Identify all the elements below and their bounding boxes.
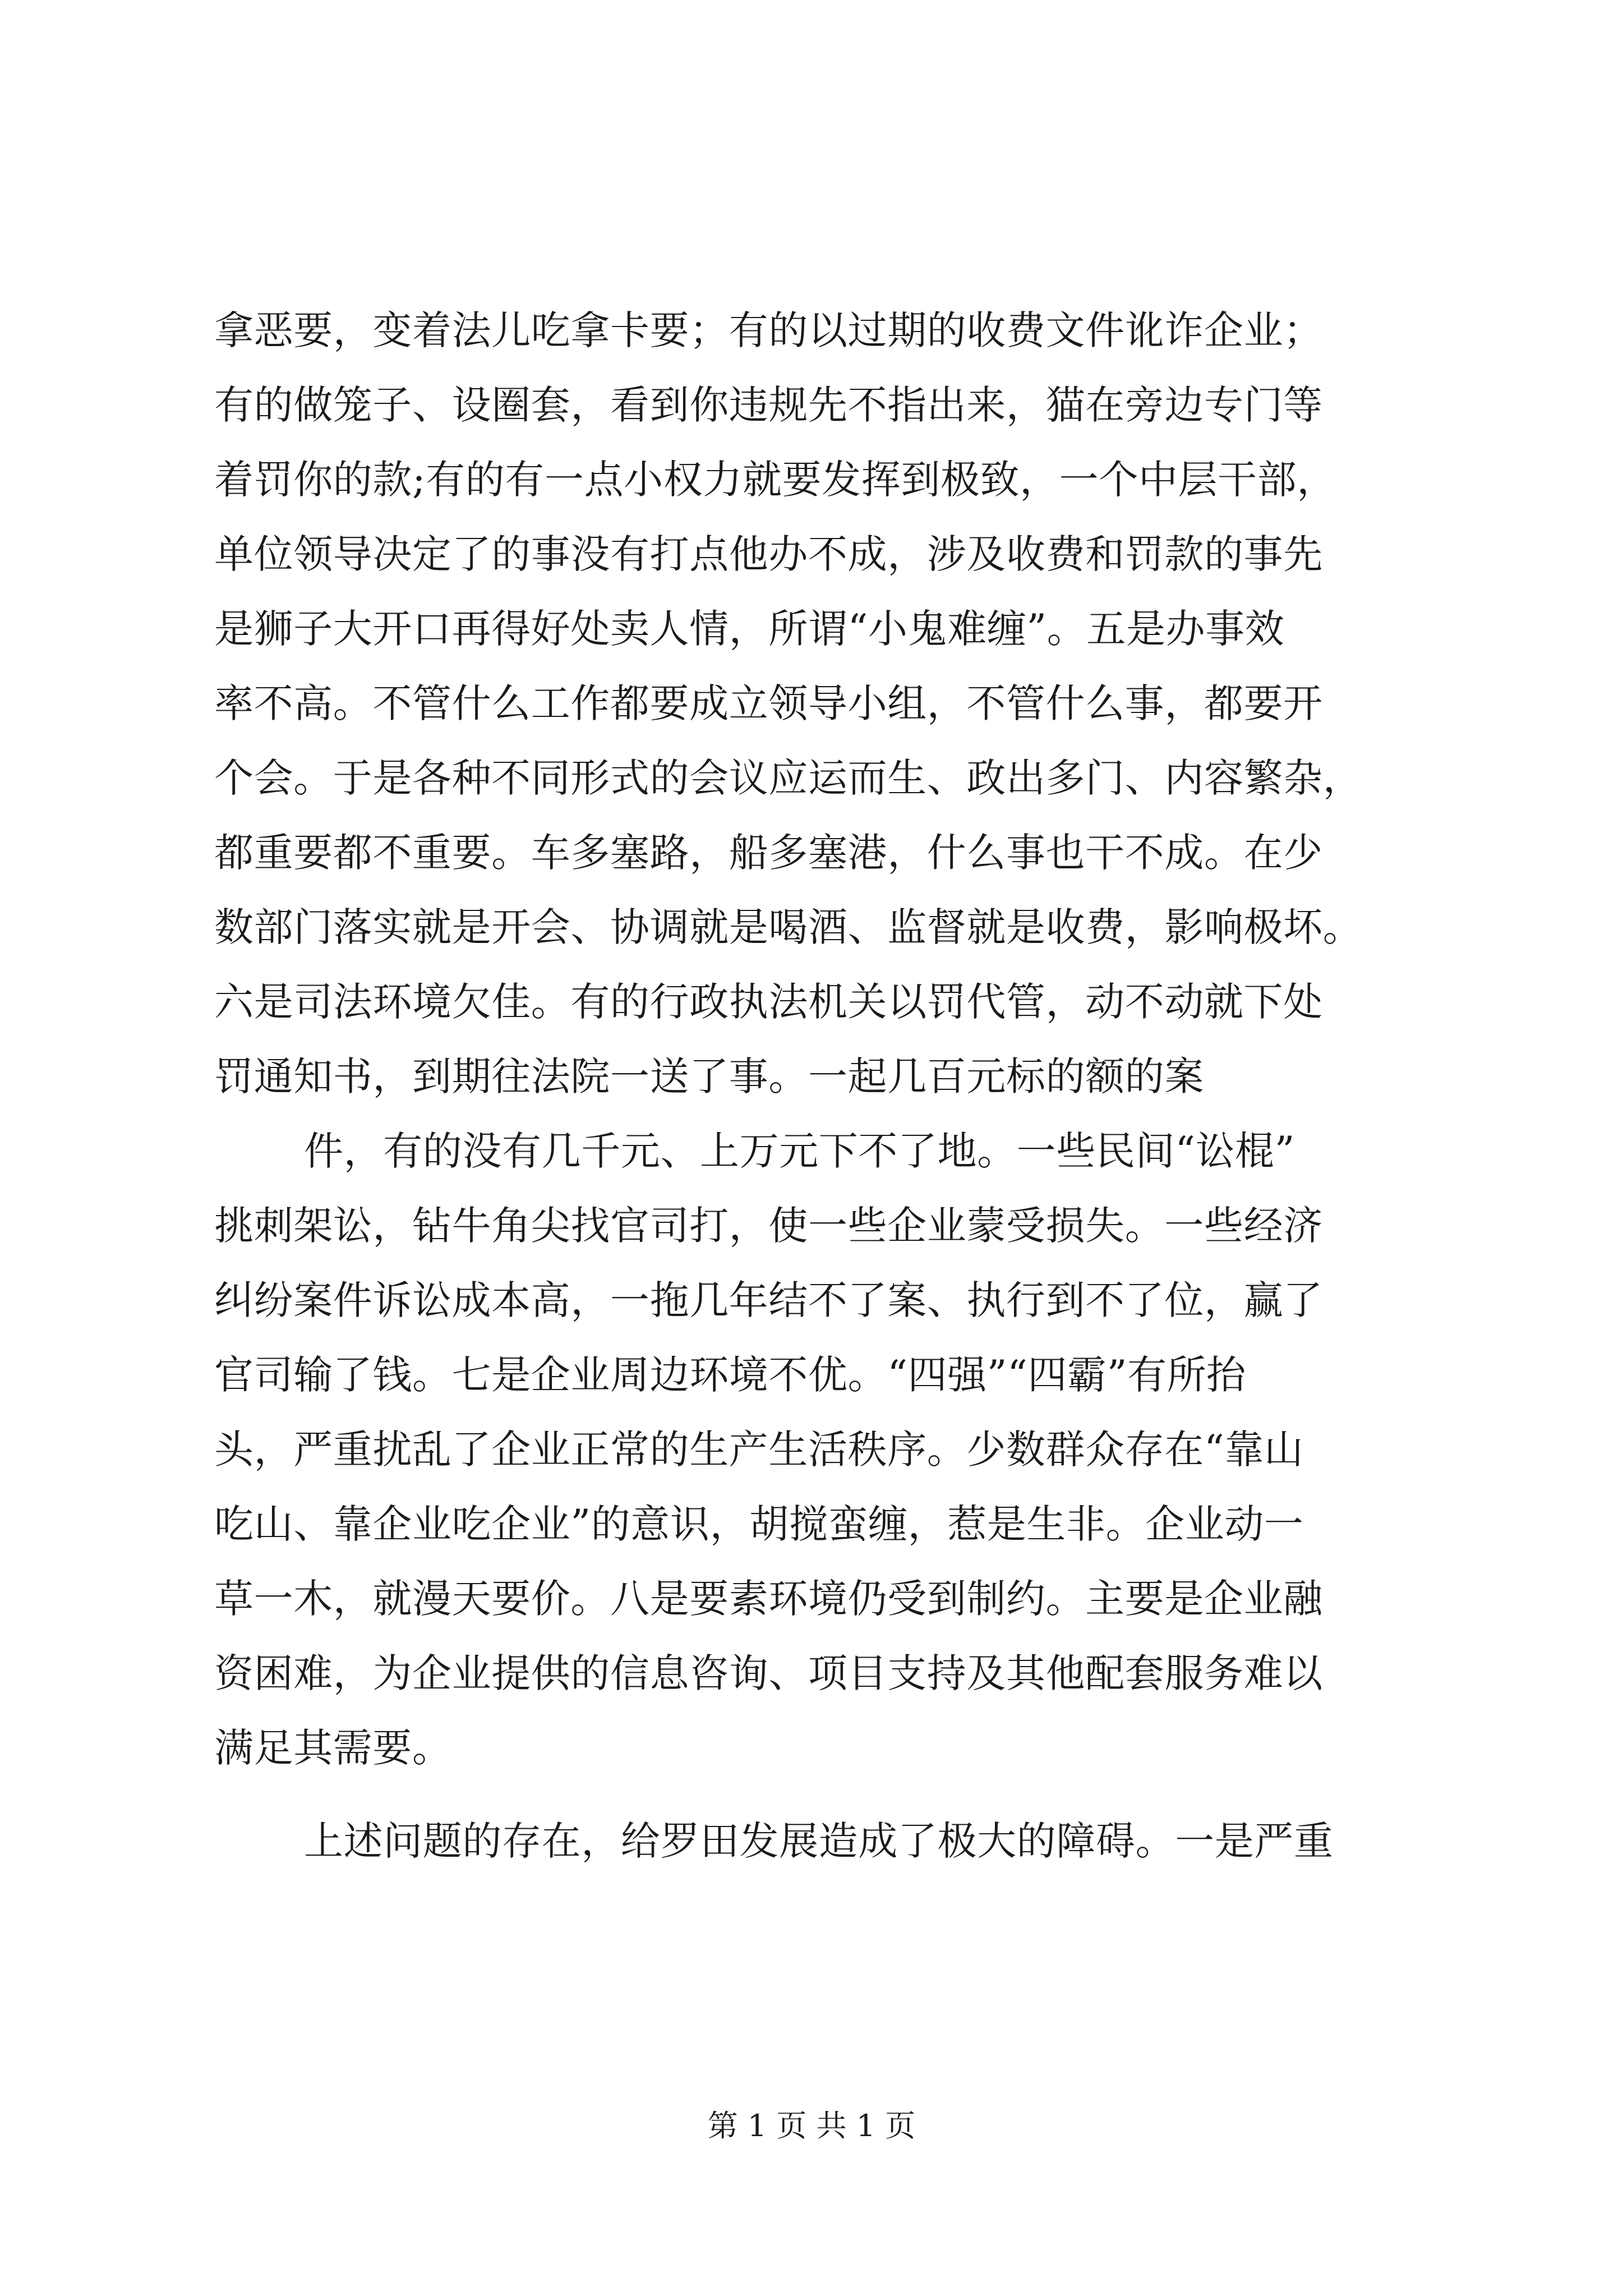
text-line: 数部门落实就是开会、协调就是喝酒、监督就是收费，影响极坏。 xyxy=(214,904,1363,950)
text-line: 拿恶要，变着法儿吃拿卡要；有的以过期的收费文件讹诈企业； xyxy=(214,307,1323,353)
text-line: 有的做笼子、设圈套，看到你违规先不指出来，猫在旁边专门等 xyxy=(214,382,1323,428)
text-line: 挑刺架讼，钻牛角尖找官司打，使一些企业蒙受损失。一些经济 xyxy=(214,1203,1323,1249)
text-line: 是狮子大开口再得好处卖人情，所谓“小鬼难缠”。五是办事效 xyxy=(214,606,1285,652)
text-line: 都重要都不重要。车多塞路，船多塞港，什么事也干不成。在少 xyxy=(214,830,1323,876)
text-line: 六是司法环境欠佳。有的行政执法机关以罚代管，动不动就下处 xyxy=(214,979,1323,1025)
text-line: 个会。于是各种不同形式的会议应运而生、政出多门、内容繁杂， xyxy=(214,755,1363,801)
text-line: 头，严重扰乱了企业正常的生产生活秩序。少数群众存在“靠山 xyxy=(214,1427,1304,1473)
paragraph-start-line: 上述问题的存在，给罗田发展造成了极大的障碍。一是严重 xyxy=(304,1818,1334,1864)
text-line: 着罚你的款;有的有一点小权力就要发挥到极致，一个中层干部， xyxy=(214,457,1336,503)
text-line: 吃山、靠企业吃企业”的意识，胡搅蛮缠，惹是生非。企业动一 xyxy=(214,1501,1304,1547)
text-line: 官司输了钱。七是企业周边环境不优。“四强”“四霸”有所抬 xyxy=(214,1352,1246,1398)
text-line: 资困难，为企业提供的信息咨询、项目支持及其他配套服务难以 xyxy=(214,1650,1323,1696)
page-number-footer: 第 1 页 共 1 页 xyxy=(707,2108,916,2143)
paragraph-start-line: 件，有的没有几千元、上万元下不了地。一些民间“讼棍” xyxy=(304,1128,1295,1174)
text-line: 草一木，就漫天要价。八是要素环境仍受到制约。主要是企业融 xyxy=(214,1576,1323,1622)
text-line: 率不高。不管什么工作都要成立领导小组，不管什么事，都要开 xyxy=(214,680,1323,726)
text-line: 纠纷案件诉讼成本高，一拖几年结不了案、执行到不了位，赢了 xyxy=(214,1277,1323,1323)
text-line: 满足其需要。 xyxy=(214,1725,452,1771)
text-line: 单位领导决定了的事没有打点他办不成，涉及收费和罚款的事先 xyxy=(214,531,1323,577)
text-line: 罚通知书，到期往法院一送了事。一起几百元标的额的案 xyxy=(214,1053,1204,1099)
